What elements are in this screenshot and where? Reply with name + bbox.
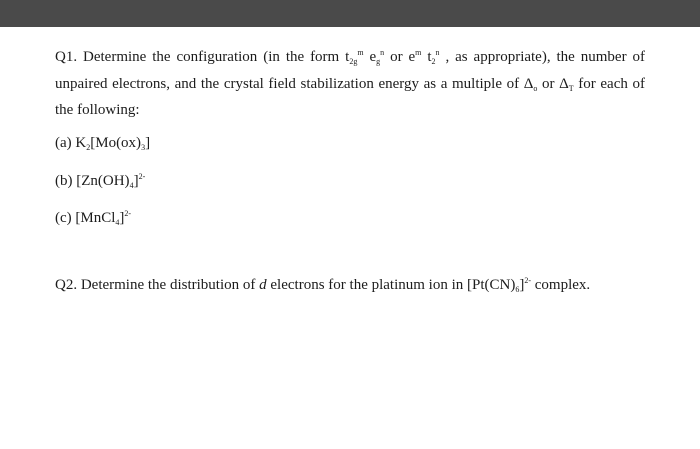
- question-2: Q2. Determine the distribution of d electrons for the platinum ion in $[Pt(CN)_6]^{2-}$ complex.: [55, 276, 591, 294]
- question-1-part-a: (a) $K_2[Mo(ox)_3]$: [55, 135, 151, 152]
- document-page: [0, 27, 700, 449]
- question-1: Q1. Determine the configuration (in the form $t_{2g}^m$ $e_g^n$ or $e^m$ $t_2^n$ , as appropriate), the number of unpaired electrons, and the crystal field stabilization energy as a multiple of $\Delta_o$ or $\Delta_T$ for each of the following:: [55, 48, 646, 118]
- top-bar: [0, 0, 700, 27]
- question-1-part-c: (c) [MnCl$_4$]$^{2-}$: [55, 209, 132, 227]
- question-1-part-b: (b) $[Zn(OH)_4]^{2-}$: [55, 172, 146, 190]
